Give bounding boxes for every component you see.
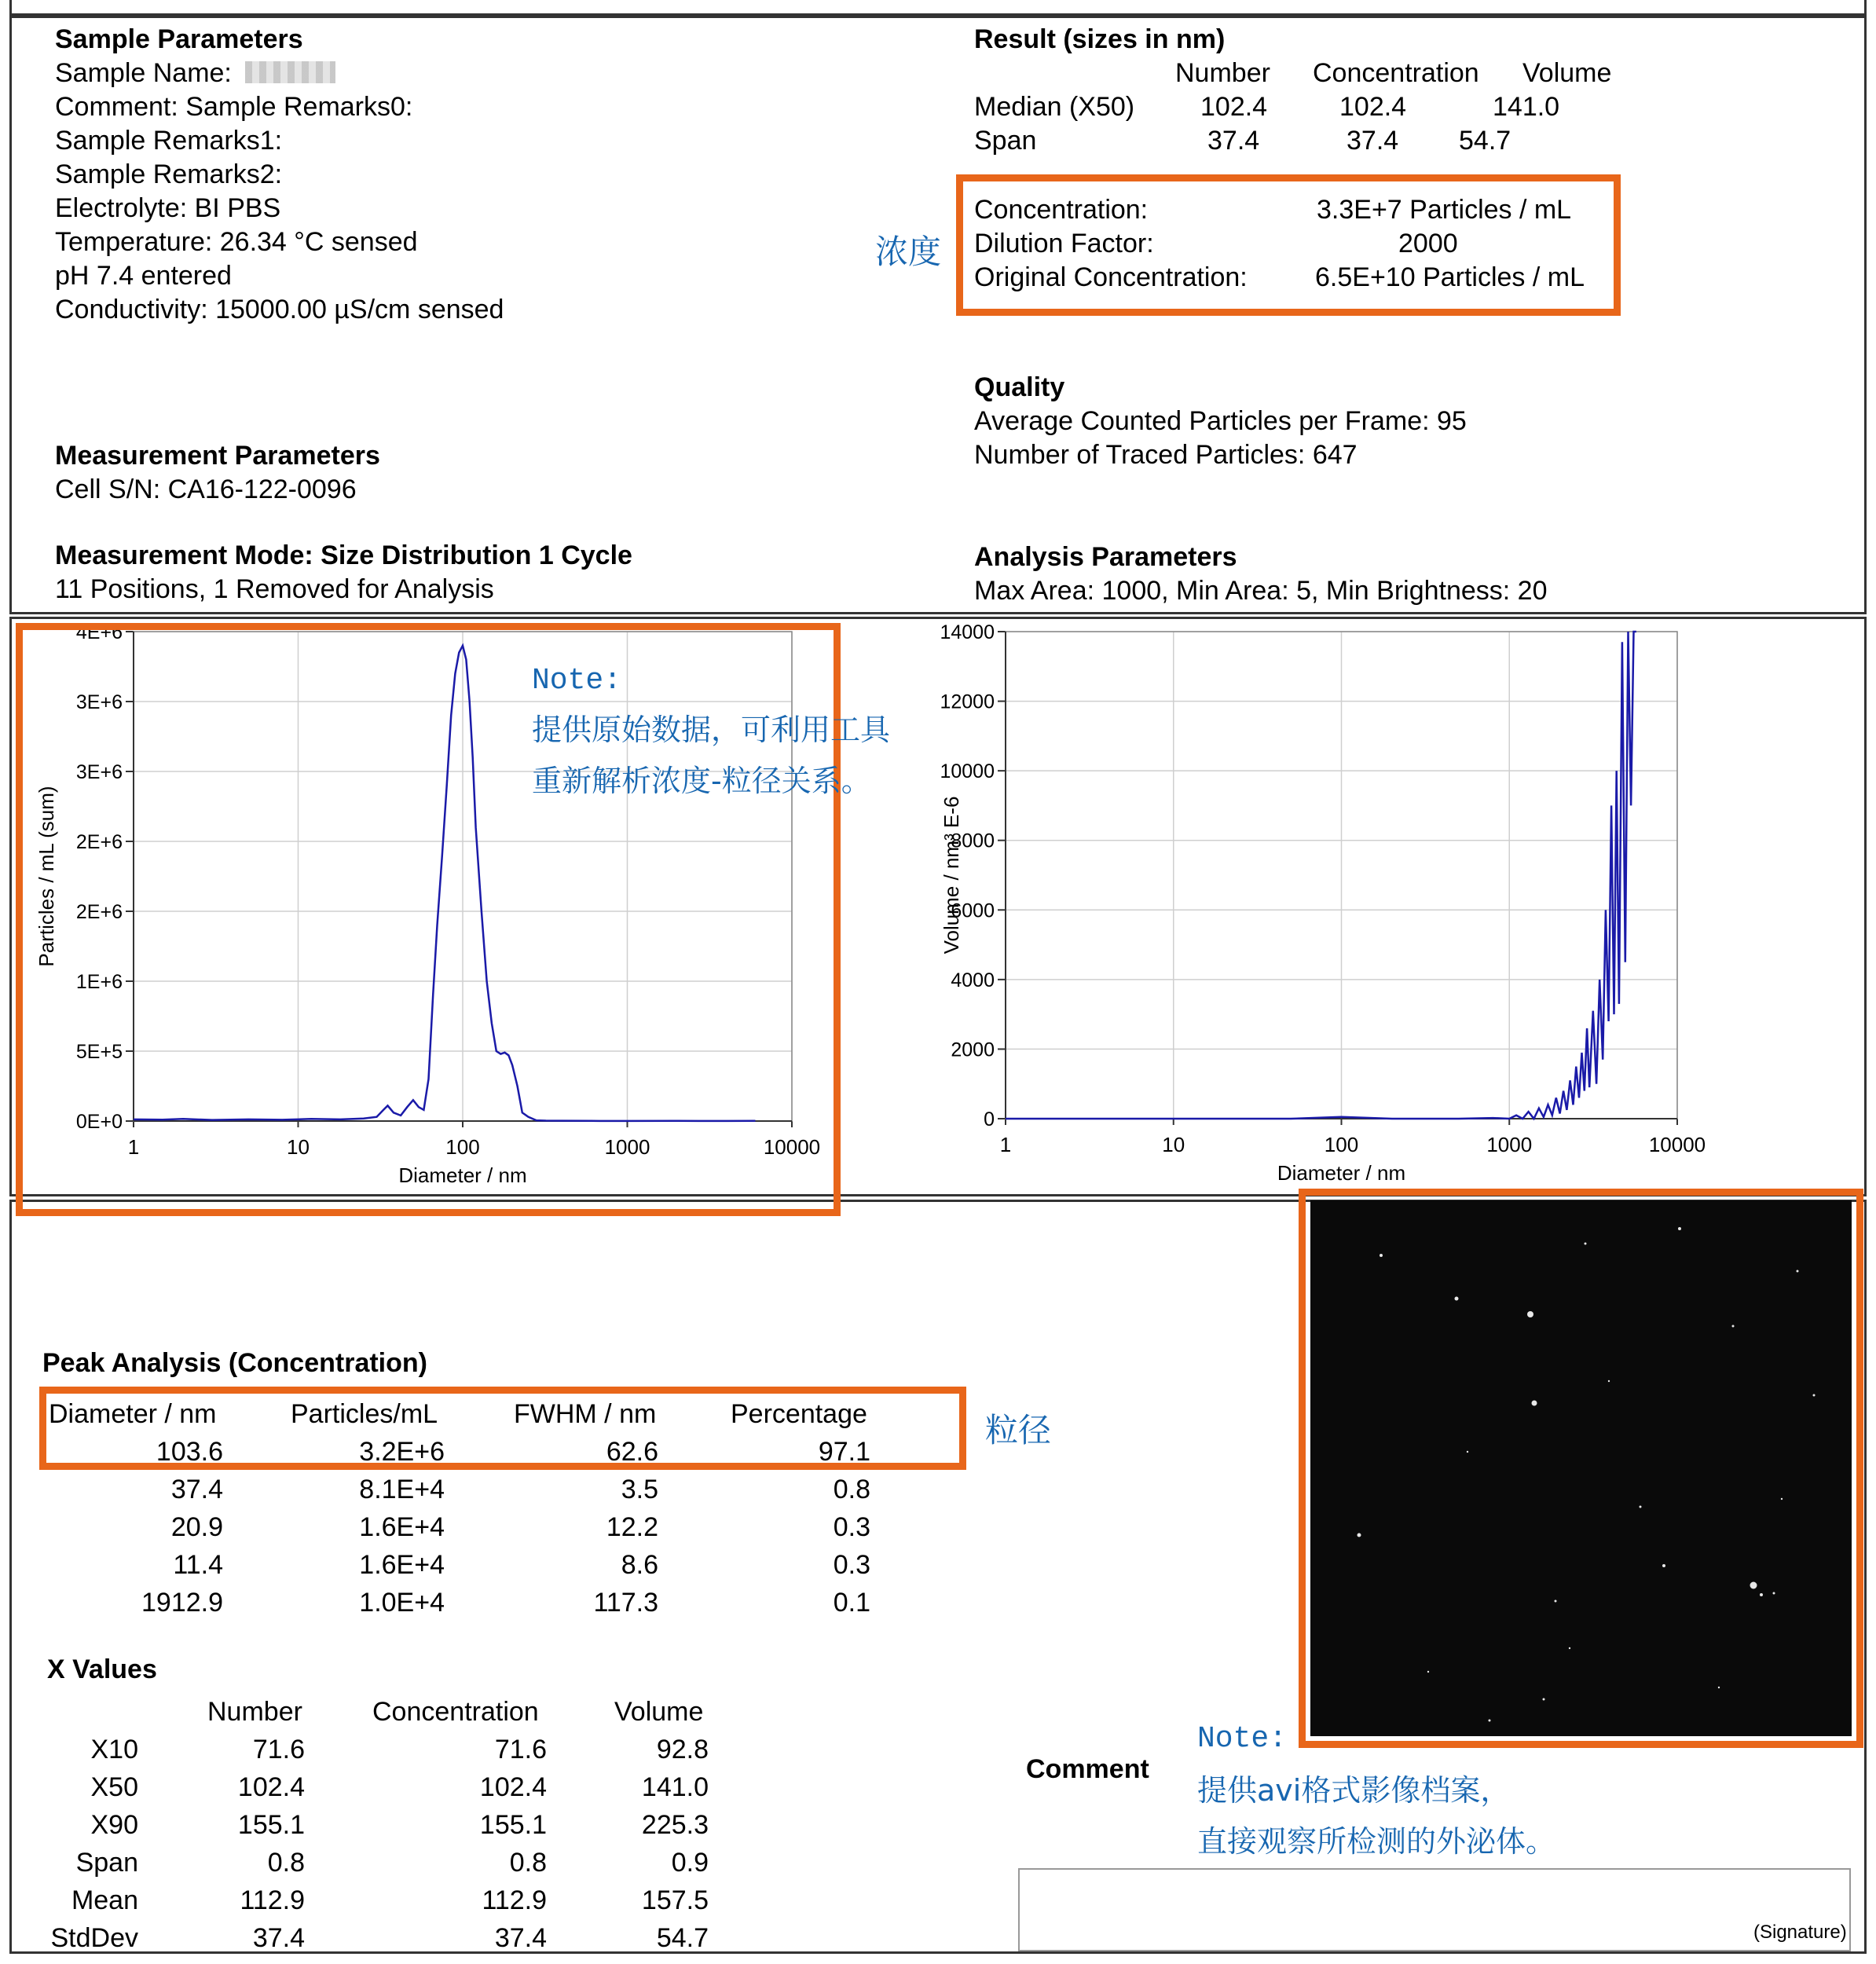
y-tick-label: 10000 <box>940 760 995 783</box>
quality-traced: Number of Traced Particles: 647 <box>974 440 1358 470</box>
sample-name-label: Sample Name: <box>55 58 232 88</box>
peak-table-cell: 3.2E+6 <box>359 1437 445 1467</box>
x-tick-label: 1 <box>999 1133 1012 1156</box>
peak-table-cell: 11.4 <box>173 1550 223 1580</box>
peak-heading: Peak Analysis (Concentration) <box>42 1348 427 1378</box>
xvalues-table-cell: 54.7 <box>656 1923 709 1953</box>
y-tick-label: 6000 <box>951 900 995 922</box>
note2-line2: 直接观察所检测的外泌体。 <box>1197 1824 1556 1859</box>
xvalues-table-cell: 155.1 <box>479 1810 547 1840</box>
xvalues-table-cell: 102.4 <box>237 1772 305 1802</box>
xvalues-row-label: X90 <box>90 1810 138 1840</box>
dilution-label: Dilution Factor: <box>974 229 1154 258</box>
volume-distribution-chart <box>927 621 1768 1194</box>
concentration-label: Concentration: <box>974 195 1149 225</box>
comment-label: Comment <box>1026 1754 1149 1784</box>
sample-comment: Comment: Sample Remarks0: <box>55 92 413 122</box>
xvalues-table-cell: 112.9 <box>482 1885 547 1915</box>
y-tick-label: 14000 <box>940 621 995 643</box>
sample-temperature: Temperature: 26.34 °C sensed <box>55 227 418 257</box>
xvalues-heading: X Values <box>47 1654 157 1684</box>
analysis-heading: Analysis Parameters <box>974 542 1237 572</box>
peak-table-cell: 0.3 <box>833 1512 870 1542</box>
original-concentration-label: Original Concentration: <box>974 262 1248 292</box>
y-tick-label: 12000 <box>940 691 995 713</box>
result-cell: 141.0 <box>1493 92 1560 122</box>
peak-table-cell: 37.4 <box>170 1475 223 1504</box>
note1-line2: 重新解析浓度-粒径关系。 <box>532 764 871 798</box>
result-row-label: Span <box>974 126 1037 156</box>
xvalues-table-cell: 157.5 <box>641 1885 709 1915</box>
result-cell: 37.4 <box>1207 126 1260 156</box>
y-axis-label: Volume / nm³ E-6 <box>940 796 963 955</box>
y-tick-label: 1E+6 <box>75 971 123 993</box>
y-tick-label: 2000 <box>951 1039 995 1061</box>
peak-table-cell: 62.6 <box>606 1437 658 1467</box>
xvalues-row-label: StdDev <box>50 1923 138 1953</box>
peak-table-cell: 1.6E+4 <box>359 1512 445 1542</box>
x-tick-label: 10000 <box>1648 1133 1706 1156</box>
peak-table-cell: 20.9 <box>170 1512 223 1542</box>
y-tick-label: 0E+0 <box>75 1111 123 1133</box>
peak-table-cell: 0.3 <box>833 1550 870 1580</box>
measurement-mode: Measurement Mode: Size Distribution 1 Cycle <box>55 540 632 570</box>
measurement-heading: Measurement Parameters <box>55 441 380 471</box>
xvalues-table-cell: 112.9 <box>240 1885 305 1915</box>
data-series-line <box>1006 632 1636 1119</box>
note2-line1: 提供avi格式影像档案， <box>1197 1773 1511 1808</box>
result-row-label: Median (X50) <box>974 92 1135 122</box>
peak-table-cell: 117.3 <box>593 1588 658 1618</box>
header-strip <box>9 0 1867 16</box>
sample-remarks2: Sample Remarks2: <box>55 159 283 189</box>
note1-line1: 提供原始数据，可利用工具 <box>532 713 891 747</box>
x-tick-label: 10000 <box>763 1135 821 1159</box>
xvalues-table-cell: 92.8 <box>656 1735 709 1764</box>
xvalues-column-header: Volume <box>614 1697 704 1727</box>
result-heading: Result (sizes in nm) <box>974 24 1226 54</box>
xvalues-table-cell: 225.3 <box>641 1810 709 1840</box>
sample-remarks1: Sample Remarks1: <box>55 126 283 156</box>
note2-title: Note: <box>1197 1722 1288 1756</box>
sample-conductivity: Conductivity: 15000.00 µS/cm sensed <box>55 295 504 324</box>
y-tick-label: 2E+6 <box>75 831 123 853</box>
peak-table-cell: 1912.9 <box>141 1588 223 1618</box>
xvalues-table-cell: 71.6 <box>494 1735 547 1764</box>
redacted-sample-name <box>245 61 335 83</box>
original-concentration-value: 6.5E+10 Particles / mL <box>1315 262 1585 292</box>
y-tick-label: 5E+5 <box>75 1041 123 1063</box>
concentration-annotation: 浓度 <box>875 233 942 271</box>
x-tick-label: 1000 <box>604 1135 650 1159</box>
x-tick-label: 100 <box>445 1135 480 1159</box>
x-axis-label: Diameter / nm <box>1277 1161 1406 1185</box>
xvalues-table-cell: 0.8 <box>509 1848 547 1878</box>
y-tick-label: 0 <box>984 1108 995 1130</box>
result-cell: 102.4 <box>1339 92 1407 122</box>
xvalues-table-cell: 0.8 <box>267 1848 305 1878</box>
x-tick-label: 1 <box>127 1135 140 1159</box>
peak-column-header: FWHM / nm <box>514 1399 657 1429</box>
peak-table-cell: 1.6E+4 <box>359 1550 445 1580</box>
result-cell: 37.4 <box>1347 126 1399 156</box>
peak-column-header: Diameter / nm <box>49 1399 217 1429</box>
sample-params-heading: Sample Parameters <box>55 24 303 54</box>
xvalues-table-cell: 155.1 <box>237 1810 305 1840</box>
nta-video-frame-image <box>1310 1200 1852 1736</box>
size-annotation: 粒径 <box>985 1411 1052 1449</box>
xvalues-table-cell: 102.4 <box>479 1772 547 1802</box>
measurement-positions: 11 Positions, 1 Removed for Analysis <box>55 574 494 604</box>
y-tick-label: 4000 <box>951 969 995 991</box>
xvalues-row-label: Span <box>75 1848 138 1878</box>
peak-table-cell: 1.0E+4 <box>359 1588 445 1618</box>
signature-box[interactable] <box>1018 1868 1851 1951</box>
peak-column-header: Particles/mL <box>291 1399 438 1429</box>
result-cell: 54.7 <box>1459 126 1511 156</box>
x-tick-label: 10 <box>1162 1133 1185 1156</box>
xvalues-table-cell: 0.9 <box>671 1848 709 1878</box>
y-tick-label: 3E+6 <box>75 691 123 713</box>
x-tick-label: 100 <box>1324 1133 1359 1156</box>
x-axis-label: Diameter / nm <box>398 1163 527 1187</box>
y-tick-label: 8000 <box>951 830 995 852</box>
peak-table-cell: 8.6 <box>621 1550 658 1580</box>
peak-table-cell: 8.1E+4 <box>359 1475 445 1504</box>
xvalues-row-label: X10 <box>90 1735 138 1764</box>
concentration-value: 3.3E+7 Particles / mL <box>1317 195 1572 225</box>
sample-electrolyte: Electrolyte: BI PBS <box>55 193 281 223</box>
peak-table-cell: 0.8 <box>833 1475 870 1504</box>
xvalues-table-cell: 37.4 <box>494 1923 547 1953</box>
peak-table-cell: 0.1 <box>833 1588 870 1618</box>
x-tick-label: 1000 <box>1486 1133 1533 1156</box>
signature-label: (Signature) <box>1753 1922 1847 1943</box>
peak-table-cell: 12.2 <box>606 1512 658 1542</box>
quality-average: Average Counted Particles per Frame: 95 <box>974 406 1467 436</box>
peak-table-cell: 103.6 <box>156 1437 223 1467</box>
y-axis-label: Particles / mL (sum) <box>35 786 58 967</box>
y-tick-label: 2E+6 <box>75 901 123 923</box>
xvalues-table-cell: 37.4 <box>252 1923 305 1953</box>
y-tick-label: 4E+6 <box>75 621 123 643</box>
xvalues-table-cell: 71.6 <box>252 1735 305 1764</box>
quality-heading: Quality <box>974 372 1065 402</box>
peak-column-header: Percentage <box>731 1399 867 1429</box>
result-cell: 102.4 <box>1200 92 1268 122</box>
xvalues-row-label: X50 <box>90 1772 138 1802</box>
result-col-number: Number <box>1175 58 1270 88</box>
analysis-params: Max Area: 1000, Min Area: 5, Min Brightness: 20 <box>974 576 1548 606</box>
xvalues-column-header: Concentration <box>372 1697 539 1727</box>
xvalues-row-label: Mean <box>71 1885 138 1915</box>
result-col-concentration: Concentration <box>1313 58 1479 88</box>
note1-title: Note: <box>532 664 622 698</box>
xvalues-table-cell: 141.0 <box>641 1772 709 1802</box>
result-col-volume: Volume <box>1522 58 1612 88</box>
sample-ph: pH 7.4 entered <box>55 261 232 291</box>
peak-table-cell: 3.5 <box>621 1475 658 1504</box>
xvalues-column-header: Number <box>207 1697 302 1727</box>
cell-sn: Cell S/N: CA16-122-0096 <box>55 475 357 504</box>
x-tick-label: 10 <box>287 1135 310 1159</box>
peak-table-cell: 97.1 <box>818 1437 870 1467</box>
dilution-value: 2000 <box>1398 229 1458 258</box>
y-tick-label: 3E+6 <box>75 761 123 783</box>
